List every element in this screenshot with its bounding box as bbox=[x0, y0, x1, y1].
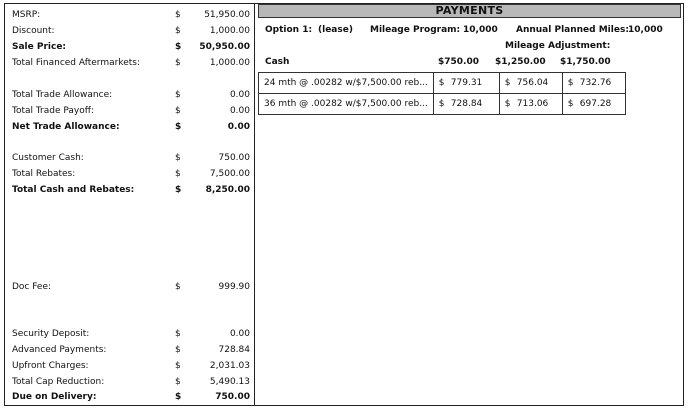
summary-row bbox=[12, 327, 252, 341]
currency-sign: $ bbox=[175, 329, 181, 339]
payments-title: PAYMENTS bbox=[258, 4, 681, 18]
currency-sign: $ bbox=[175, 282, 181, 292]
currency-sign: $ bbox=[175, 10, 181, 20]
term-description: 24 mth @ .00282 w/$7,500.00 reb... bbox=[259, 73, 434, 94]
payment-cell: $ 728.84 bbox=[433, 94, 499, 115]
row-label: Net Trade Allowance: bbox=[12, 122, 120, 132]
option-label: Option 1: bbox=[265, 25, 313, 35]
row-label: Upfront Charges: bbox=[12, 361, 89, 371]
row-label: Doc Fee: bbox=[12, 282, 52, 292]
currency-sign: $ bbox=[175, 58, 181, 68]
payment-value: 697.28 bbox=[579, 99, 612, 109]
summary-row bbox=[12, 24, 252, 38]
summary-row bbox=[12, 151, 252, 165]
row-label: Discount: bbox=[12, 26, 55, 36]
row-amount: 0.00 bbox=[227, 122, 250, 132]
currency-sign: $ bbox=[175, 345, 181, 355]
summary-row bbox=[12, 8, 252, 22]
summary-row bbox=[12, 375, 252, 389]
annual-miles-label: Annual Planned Miles: bbox=[516, 25, 629, 35]
row-label: Total Trade Allowance: bbox=[12, 90, 113, 100]
payment-value: 756.04 bbox=[516, 78, 549, 88]
row-amount: 1,000.00 bbox=[209, 58, 250, 68]
currency-sign: $ bbox=[175, 361, 181, 371]
row-amount: 2,031.03 bbox=[209, 361, 250, 371]
row-amount: 750.00 bbox=[215, 392, 250, 402]
payment-cell: $ 732.76 bbox=[562, 73, 625, 94]
row-amount: 1,000.00 bbox=[209, 26, 250, 36]
mileage-program-label: Mileage Program: bbox=[370, 25, 461, 35]
row-label: Total Trade Payoff: bbox=[12, 106, 94, 116]
currency-sign: $ bbox=[175, 153, 181, 163]
table-row bbox=[259, 94, 626, 115]
payment-cell: $ 697.28 bbox=[562, 94, 625, 115]
row-amount: 8,250.00 bbox=[205, 185, 250, 195]
summary-row bbox=[12, 280, 252, 294]
column-header: $750.00 bbox=[438, 57, 479, 67]
row-label: Total Financed Aftermarkets: bbox=[12, 58, 140, 68]
row-label: Customer Cash: bbox=[12, 153, 84, 163]
row-label: Due on Delivery: bbox=[12, 392, 97, 402]
summary-row bbox=[12, 56, 252, 70]
payment-cell: $ 756.04 bbox=[499, 73, 562, 94]
row-amount: 728.84 bbox=[218, 345, 250, 355]
row-amount: 0.00 bbox=[229, 106, 250, 116]
row-label: Total Cash and Rebates: bbox=[12, 185, 135, 195]
row-label: Advanced Payments: bbox=[12, 345, 107, 355]
payment-cell: $ 779.31 bbox=[433, 73, 499, 94]
summary-row bbox=[12, 104, 252, 118]
row-amount: 999.90 bbox=[218, 282, 250, 292]
currency-sign: $ bbox=[175, 169, 181, 179]
column-header: $1,250.00 bbox=[495, 57, 546, 67]
currency-sign: $ bbox=[175, 122, 182, 132]
row-label: Sale Price: bbox=[12, 42, 67, 52]
summary-row bbox=[12, 88, 252, 102]
payment-value: 728.84 bbox=[450, 99, 483, 109]
payment-value: 732.76 bbox=[579, 78, 612, 88]
annual-miles-value: 10,000 bbox=[628, 25, 663, 35]
payments-table bbox=[258, 72, 626, 115]
summary-row bbox=[12, 390, 252, 404]
row-amount: 0.00 bbox=[229, 329, 250, 339]
row-amount: 0.00 bbox=[229, 90, 250, 100]
currency-sign: $ bbox=[175, 90, 181, 100]
column-header: $1,750.00 bbox=[560, 57, 611, 67]
term-description: 36 mth @ .00282 w/$7,500.00 reb... bbox=[259, 94, 434, 115]
row-amount: 7,500.00 bbox=[209, 169, 250, 179]
row-label: Total Cap Reduction: bbox=[12, 377, 105, 387]
payment-value: 779.31 bbox=[450, 78, 483, 88]
payment-value: 713.06 bbox=[516, 99, 549, 109]
summary-row bbox=[12, 40, 252, 54]
summary-row bbox=[12, 343, 252, 357]
row-amount: 50,950.00 bbox=[199, 42, 250, 52]
row-label: MSRP: bbox=[12, 10, 41, 20]
currency-sign: $ bbox=[175, 106, 181, 116]
summary-row bbox=[12, 359, 252, 373]
summary-row bbox=[12, 120, 252, 134]
row-amount: 750.00 bbox=[218, 153, 250, 163]
mileage-adjustment-label: Mileage Adjustment: bbox=[505, 41, 611, 51]
currency-sign: $ bbox=[175, 26, 181, 36]
table-row bbox=[259, 73, 626, 94]
row-amount: 51,950.00 bbox=[204, 10, 250, 20]
currency-sign: $ bbox=[175, 185, 182, 195]
option-type: (lease) bbox=[318, 25, 353, 35]
summary-row bbox=[12, 167, 252, 181]
row-label: Security Deposit: bbox=[12, 329, 90, 339]
cash-label: Cash bbox=[265, 57, 290, 67]
payment-cell: $ 713.06 bbox=[499, 94, 562, 115]
summary-row bbox=[12, 183, 252, 197]
currency-sign: $ bbox=[175, 392, 182, 402]
currency-sign: $ bbox=[175, 377, 181, 387]
row-amount: 5,490.13 bbox=[209, 377, 250, 387]
currency-sign: $ bbox=[175, 42, 182, 52]
row-label: Total Rebates: bbox=[12, 169, 76, 179]
mileage-program-value: 10,000 bbox=[463, 25, 498, 35]
panel-divider bbox=[254, 3, 255, 406]
